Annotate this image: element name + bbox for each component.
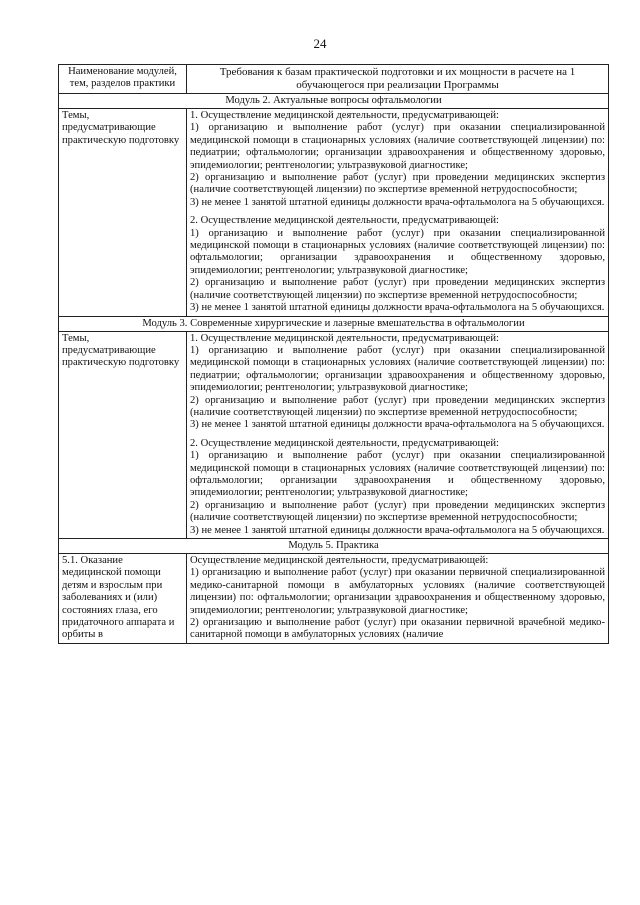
requirement-item: 3) не менее 1 занятой штатной единицы должности врача-офтальмолога на 5 обучающихся.	[190, 419, 605, 431]
requirement-item: 3) не менее 1 занятой штатной единицы должности врача-офтальмолога на 5 обучающихся.	[190, 524, 605, 536]
requirement-item: 1) организацию и выполнение работ (услуг) при оказании специализированной медицинской помощи в стационарных условиях (наличие соответствующей лицензии) по: педиатрии; офтальмологии; организации здравоохранения и общественному здоровью, эпидемиологии; рентгенологии; ультразвуковой диагностике;	[190, 122, 605, 171]
module-topic: Темы, предусматривающие практическую подготовку	[59, 331, 187, 539]
requirement-item: 2) организацию и выполнение работ (услуг) при проведении медицинских экспертиз (наличие соответствующей лицензии) по экспертизе временной нетрудоспособности;	[190, 277, 605, 301]
requirement-item: 1) организацию и выполнение работ (услуг) при оказании первичной специализированной медико-санитарной помощи в амбулаторных условиях (наличие соответствующей лицензии) по: офтальмологии; организации здравоохранения и общественному здоровью, эпидемиологии; рентгенологии; ультразвуковой диагностике;	[190, 567, 605, 616]
requirement-item: 2) организацию и выполнение работ (услуг) при оказании первичной врачебной медико-санитарной помощи в амбулаторных условиях (наличие	[190, 617, 605, 641]
requirements-table	[58, 64, 609, 644]
module-title-row	[59, 316, 609, 331]
requirements-cell	[187, 554, 609, 644]
requirement-intro: 1. Осуществление медицинской деятельности, предусматривающей:	[190, 110, 499, 121]
requirement-intro: Осуществление медицинской деятельности, предусматривающей:	[190, 555, 489, 566]
requirements-cell	[187, 109, 609, 317]
module-title: Модуль 3. Современные хирургические и лазерные вмешательства в офтальмологии	[59, 316, 609, 331]
module-title-row	[59, 539, 609, 554]
requirement-block	[190, 438, 605, 537]
module-title-row	[59, 94, 609, 109]
module-title: Модуль 5. Практика	[59, 539, 609, 554]
requirements-cell	[187, 331, 609, 539]
requirement-block	[190, 555, 605, 642]
module-topic: 5.1. Оказание медицинской помощи детям и взрослым при заболеваниях и (или) состояниях глаза, его придаточного аппарата и орбиты в	[59, 554, 187, 644]
requirement-item: 1) организацию и выполнение работ (услуг) при оказании специализированной медицинской помощи в стационарных условиях (наличие соответствующей лицензии) по: педиатрии; офтальмологии; организации здравоохранения и общественному здоровью, эпидемиологии; рентгенологии; ультразвуковой диагностике;	[190, 344, 605, 394]
requirement-intro: 2. Осуществление медицинской деятельности, предусматривающей:	[190, 215, 499, 227]
requirement-item: 3) не менее 1 занятой штатной единицы должности врача-офтальмолога на 5 обучающихся.	[190, 302, 605, 314]
page-number: 24	[313, 36, 327, 51]
requirement-block	[190, 333, 605, 432]
module-content-row	[59, 109, 609, 317]
module-content-row	[59, 554, 609, 644]
requirement-intro: 2. Осуществление медицинской деятельности, предусматривающей:	[190, 437, 499, 449]
module-topic: Темы, предусматривающие практическую подготовку	[59, 109, 187, 317]
requirement-item: 3) не менее 1 занятой штатной единицы должности врача-офтальмолога на 5 обучающихся.	[190, 196, 605, 208]
table-header-row	[59, 65, 609, 94]
header-col-modules: Наименование модулей, тем, разделов практики	[59, 65, 187, 94]
requirement-block	[190, 110, 605, 209]
module-content-row	[59, 331, 609, 539]
requirement-intro: 1. Осуществление медицинской деятельности, предусматривающей:	[190, 332, 499, 344]
requirement-item: 2) организацию и выполнение работ (услуг) при проведении медицинских экспертиз (наличие соответствующей лицензии) по экспертизе временной нетрудоспособности;	[190, 499, 605, 524]
requirement-block	[190, 215, 605, 314]
requirement-item: 1) организацию и выполнение работ (услуг) при оказании специализированной медицинской помощи в стационарных условиях (наличие соответствующей лицензии) по: офтальмологии; организации здравоохранения и общественному здоровью, эпидемиологии; рентгенологии; ультразвуковой диагностике;	[190, 227, 605, 276]
requirement-item: 2) организацию и выполнение работ (услуг) при проведении медицинских экспертиз (наличие соответствующей лицензии) по экспертизе временной нетрудоспособности;	[190, 172, 605, 196]
module-title: Модуль 2. Актуальные вопросы офтальмологии	[59, 94, 609, 109]
header-col-requirements: Требования к базам практической подготовки и их мощности в расчете на 1 обучающегося при реализации Программы	[187, 65, 609, 94]
requirement-item: 1) организацию и выполнение работ (услуг) при оказании специализированной медицинской помощи в стационарных условиях (наличие соответствующей лицензии) по: офтальмологии; организации здравоохранения и общественному здоровью, эпидемиологии; рентгенологии; ультразвуковой диагностике;	[190, 450, 605, 499]
requirement-item: 2) организацию и выполнение работ (услуг) при проведении медицинских экспертиз (наличие соответствующей лицензии) по экспертизе временной нетрудоспособности;	[190, 394, 605, 418]
